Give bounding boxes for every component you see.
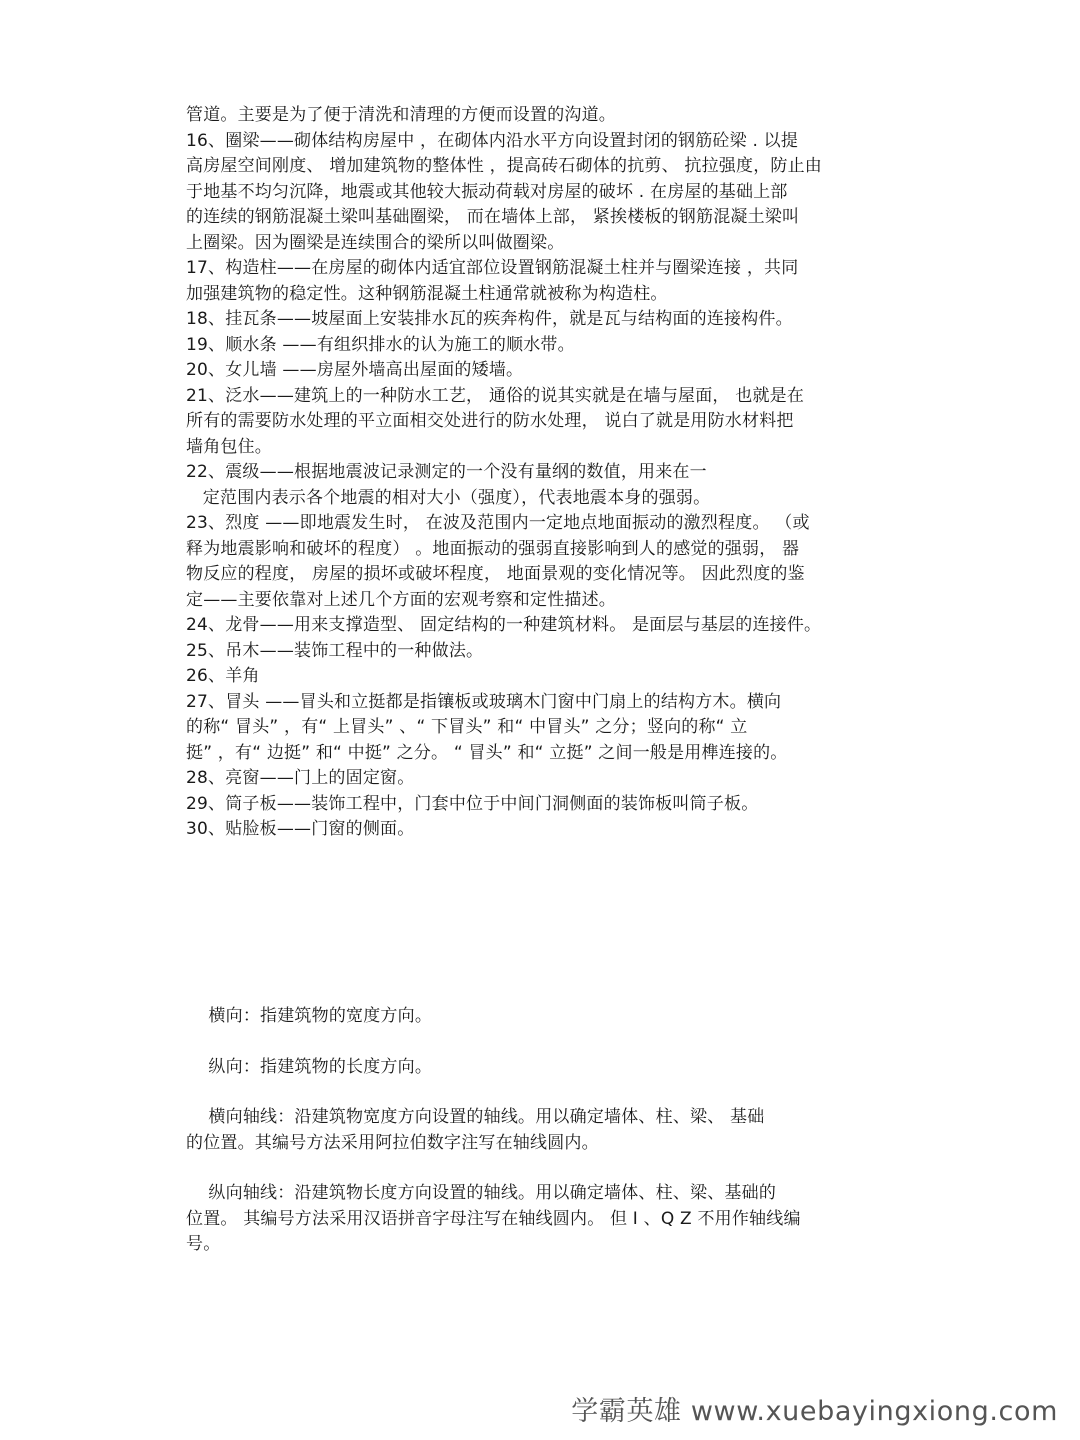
definition-paragraph xyxy=(186,1055,896,1081)
definition-line: 位置。 其编号方法采用汉语拼音字母注写在轴线圆内。 但 I 、Q Z 不用作轴线编 xyxy=(186,1208,801,1229)
text-line: 26、羊角 xyxy=(186,666,260,686)
text-line: 18、挂瓦条——坡屋面上安装排水瓦的疾奔构件，就是瓦与结构面的连接构件。 xyxy=(186,309,793,329)
text-line: 24、龙骨——用来支撑造型、 固定结构的一种建筑材料。 是面层与基层的连接件。 xyxy=(186,615,822,635)
text-line: 管道。主要是为了便于清洗和清理的方便而设置的沟道。 xyxy=(186,105,616,125)
text-line: 23、烈度 ——即地震发生时， 在波及范围内一定地点地面振动的激烈程度。 （或 xyxy=(186,513,810,533)
definition-line: 纵向：指建筑物的长度方向。 xyxy=(186,1056,433,1077)
text-line: 于地基不均匀沉降，地震或其他较大振动荷载对房屋的破坏 . 在房屋的基础上部 xyxy=(186,181,788,202)
text-line: 墙角包住。 xyxy=(186,436,272,457)
text-line: 28、亮窗——门上的固定窗。 xyxy=(186,768,415,788)
text-line: 20、女儿墙 ——房屋外墙高出屋面的矮墙。 xyxy=(186,360,524,380)
definition-line: 号。 xyxy=(186,1234,221,1254)
text-line: 挺” ，有“ 边挺” 和“ 中挺” 之分。 “ 冒头” 和“ 立挺” 之间一般是用榫连接的。 xyxy=(186,742,788,763)
text-line: 释为地震影响和破坏的程度） 。地面振动的强弱直接影响到人的感觉的强弱， 器 xyxy=(186,538,800,559)
text-line: 21、泛水——建筑上的一种防水工艺， 通俗的说其实就是在墙与屋面， 也就是在 xyxy=(186,385,805,406)
definition-line: 纵向轴线：沿建筑物长度方向设置的轴线。用以确定墙体、柱、梁、基础的 xyxy=(186,1183,777,1203)
text-line: 物反应的程度， 房屋的损坏或破坏程度， 地面景观的变化情况等。 因此烈度的鉴 xyxy=(186,564,805,584)
definition-paragraph xyxy=(186,1181,896,1258)
text-line: 定——主要依靠对上述几个方面的宏观考察和定性描述。 xyxy=(186,589,616,610)
text-line: 30、贴脸板——门窗的侧面。 xyxy=(186,819,415,839)
terms-list xyxy=(186,103,896,843)
text-line: 19、顺水条 ——有组织排水的认为施工的顺水带。 xyxy=(186,334,575,355)
definition-line: 的位置。其编号方法采用阿拉伯数字注写在轴线圆内。 xyxy=(186,1132,599,1153)
text-line: 25、吊木——装饰工程中的一种做法。 xyxy=(186,640,484,661)
definition-paragraph xyxy=(186,1105,896,1156)
text-line: 17、构造柱——在房屋的砌体内适宜部位设置钢筋混凝土柱并与圈梁连接 ，共同 xyxy=(186,258,799,278)
text-line: 16、圈梁——砌体结构房屋中 ，在砌体内沿水平方向设置封闭的钢筋砼梁 . 以提 xyxy=(186,130,799,151)
text-line: 高房屋空间刚度、 增加建筑物的整体性 ，提高砖石砌体的抗剪、 抗拉强度，防止由 xyxy=(186,156,823,176)
text-line: 22、震级——根据地震波记录测定的一个没有量纲的数值，用来在一 xyxy=(186,462,707,482)
watermark: 学霸英雄 www.xuebayingxiong.com xyxy=(571,1396,1058,1427)
text-line: 的连续的钢筋混凝土梁叫基础圈梁， 而在墙体上部， 紧挨楼板的钢筋混凝土梁叫 xyxy=(186,207,800,227)
axis-definitions xyxy=(186,1004,896,1283)
text-line: 的称“ 冒头” ，有“ 上冒头” 、“ 下冒头” 和“ 中冒头” 之分；竖向的称“ 立 xyxy=(186,717,748,737)
definition-paragraph xyxy=(186,1004,896,1030)
text-line: 加强建筑物的稳定性。这种钢筋混凝土柱通常就被称为构造柱。 xyxy=(186,283,668,304)
text-line: 定范围内表示各个地震的相对大小（强度），代表地震本身的强弱。 xyxy=(186,487,711,508)
definition-line: 横向轴线：沿建筑物宽度方向设置的轴线。用以确定墙体、柱、梁、 基础 xyxy=(186,1107,765,1127)
definition-line: 横向：指建筑物的宽度方向。 xyxy=(186,1006,433,1026)
text-line: 27、冒头 ——冒头和立挺都是指镶板或玻璃木门窗中门扇上的结构方木。横向 xyxy=(186,691,782,712)
text-line: 29、筒子板——装饰工程中，门套中位于中间门洞侧面的装饰板叫筒子板。 xyxy=(186,793,759,814)
text-line: 所有的需要防水处理的平立面相交处进行的防水处理， 说白了就是用防水材料把 xyxy=(186,411,794,431)
text-line: 上圈梁。因为圈梁是连续围合的梁所以叫做圈梁。 xyxy=(186,232,565,253)
